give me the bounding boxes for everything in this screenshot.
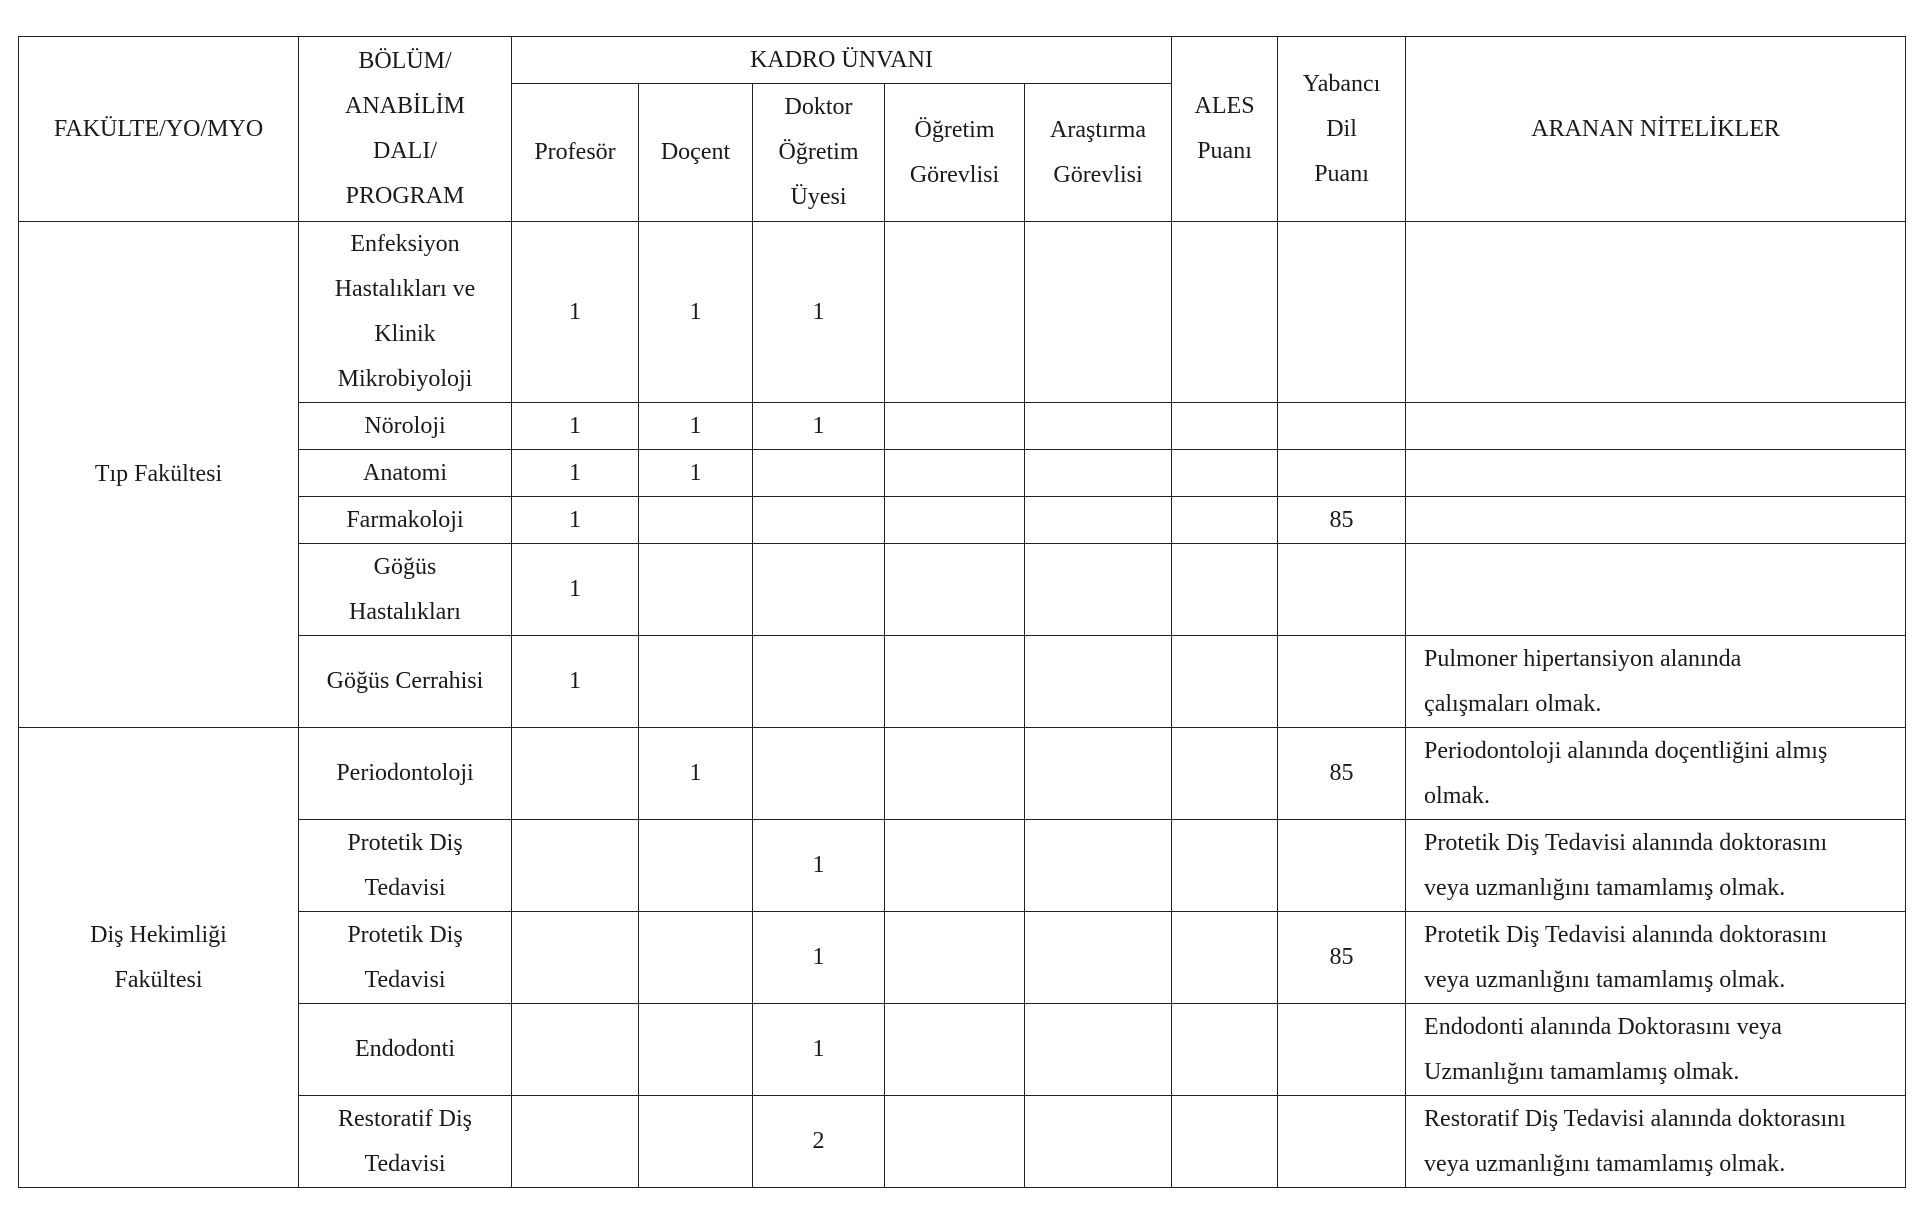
table-row	[19, 1004, 1906, 1096]
department-cell: Anatomi	[299, 450, 512, 497]
docent-cell: 1	[639, 222, 753, 403]
ales-cell	[1172, 544, 1278, 636]
requirements-cell	[1406, 497, 1906, 544]
profesor-cell: 1	[512, 403, 639, 450]
doktor-cell: 2	[753, 1096, 885, 1188]
ales-cell	[1172, 450, 1278, 497]
doktor-cell: 1	[753, 222, 885, 403]
doktor-cell	[753, 728, 885, 820]
header-fakulte: FAKÜLTE/YO/MYO	[19, 37, 299, 222]
ogretim-cell	[885, 636, 1025, 728]
table-row	[19, 820, 1906, 912]
profesor-cell: 1	[512, 497, 639, 544]
requirements-cell	[1406, 450, 1906, 497]
docent-cell	[639, 1096, 753, 1188]
yabanci-cell	[1278, 544, 1406, 636]
ales-cell	[1172, 403, 1278, 450]
requirements-cell: Restoratif Diş Tedavisi alanında doktorasını veya uzmanlığını tamamlamış olmak.	[1406, 1096, 1906, 1188]
ogretim-cell	[885, 403, 1025, 450]
header-profesor: Profesör	[512, 84, 639, 222]
yabanci-cell	[1278, 636, 1406, 728]
arastirma-cell	[1025, 636, 1172, 728]
yabanci-cell: 85	[1278, 912, 1406, 1004]
yabanci-cell	[1278, 222, 1406, 403]
doktor-cell	[753, 544, 885, 636]
ogretim-cell	[885, 728, 1025, 820]
ales-cell	[1172, 1096, 1278, 1188]
docent-cell: 1	[639, 728, 753, 820]
doktor-cell	[753, 497, 885, 544]
docent-cell	[639, 1004, 753, 1096]
table-row	[19, 636, 1906, 728]
table-row	[19, 222, 1906, 403]
requirements-cell: Protetik Diş Tedavisi alanında doktorasını veya uzmanlığını tamamlamış olmak.	[1406, 820, 1906, 912]
profesor-cell	[512, 820, 639, 912]
yabanci-cell: 85	[1278, 497, 1406, 544]
yabanci-cell	[1278, 1004, 1406, 1096]
doktor-cell: 1	[753, 912, 885, 1004]
requirements-cell	[1406, 222, 1906, 403]
header-row-1	[19, 37, 1906, 84]
ales-cell	[1172, 636, 1278, 728]
doktor-cell	[753, 636, 885, 728]
header-arastirma-gorevlisi: Araştırma Görevlisi	[1025, 84, 1172, 222]
docent-cell: 1	[639, 403, 753, 450]
profesor-cell: 1	[512, 450, 639, 497]
yabanci-cell: 85	[1278, 728, 1406, 820]
ogretim-cell	[885, 912, 1025, 1004]
header-yabanci-dil: Yabancı Dil Puanı	[1278, 37, 1406, 222]
department-cell: Enfeksiyon Hastalıkları ve Klinik Mikrobiyoloji	[299, 222, 512, 403]
docent-cell	[639, 544, 753, 636]
yabanci-cell	[1278, 450, 1406, 497]
department-cell: Nöroloji	[299, 403, 512, 450]
doktor-cell: 1	[753, 403, 885, 450]
docent-cell	[639, 497, 753, 544]
arastirma-cell	[1025, 1096, 1172, 1188]
department-cell: Protetik Diş Tedavisi	[299, 912, 512, 1004]
profesor-cell	[512, 1096, 639, 1188]
arastirma-cell	[1025, 222, 1172, 403]
table-row	[19, 912, 1906, 1004]
table-row	[19, 403, 1906, 450]
doktor-cell: 1	[753, 820, 885, 912]
requirements-cell: Pulmoner hipertansiyon alanında çalışmaları olmak.	[1406, 636, 1906, 728]
docent-cell: 1	[639, 450, 753, 497]
requirements-cell: Protetik Diş Tedavisi alanında doktorasını veya uzmanlığını tamamlamış olmak.	[1406, 912, 1906, 1004]
yabanci-cell	[1278, 820, 1406, 912]
requirements-cell	[1406, 544, 1906, 636]
profesor-cell	[512, 1004, 639, 1096]
department-cell: Farmakoloji	[299, 497, 512, 544]
table-row	[19, 1096, 1906, 1188]
ales-cell	[1172, 728, 1278, 820]
ogretim-cell	[885, 1096, 1025, 1188]
faculty-name: Diş Hekimliği Fakültesi	[19, 728, 299, 1188]
arastirma-cell	[1025, 544, 1172, 636]
header-ales: ALES Puanı	[1172, 37, 1278, 222]
department-cell: Göğüs Hastalıkları	[299, 544, 512, 636]
ogretim-cell	[885, 497, 1025, 544]
arastirma-cell	[1025, 450, 1172, 497]
department-cell: Göğüs Cerrahisi	[299, 636, 512, 728]
header-aranan-nitelikler: ARANAN NİTELİKLER	[1406, 37, 1906, 222]
profesor-cell: 1	[512, 636, 639, 728]
table-row	[19, 544, 1906, 636]
header-bolum: BÖLÜM/ ANABİLİM DALI/ PROGRAM	[299, 37, 512, 222]
header-kadro-unvani: KADRO ÜNVANI	[512, 37, 1172, 84]
ogretim-cell	[885, 544, 1025, 636]
requirements-cell	[1406, 403, 1906, 450]
arastirma-cell	[1025, 403, 1172, 450]
arastirma-cell	[1025, 728, 1172, 820]
ogretim-cell	[885, 450, 1025, 497]
profesor-cell	[512, 912, 639, 1004]
arastirma-cell	[1025, 497, 1172, 544]
ales-cell	[1172, 222, 1278, 403]
yabanci-cell	[1278, 403, 1406, 450]
profesor-cell	[512, 728, 639, 820]
requirements-cell: Periodontoloji alanında doçentliğini almış olmak.	[1406, 728, 1906, 820]
table-row	[19, 450, 1906, 497]
arastirma-cell	[1025, 820, 1172, 912]
profesor-cell: 1	[512, 544, 639, 636]
department-cell: Protetik Diş Tedavisi	[299, 820, 512, 912]
docent-cell	[639, 820, 753, 912]
table-row	[19, 497, 1906, 544]
ales-cell	[1172, 912, 1278, 1004]
ogretim-cell	[885, 222, 1025, 403]
faculty-name: Tıp Fakültesi	[19, 222, 299, 728]
department-cell: Periodontoloji	[299, 728, 512, 820]
ales-cell	[1172, 497, 1278, 544]
yabanci-cell	[1278, 1096, 1406, 1188]
docent-cell	[639, 636, 753, 728]
header-ogretim-gorevlisi: Öğretim Görevlisi	[885, 84, 1025, 222]
profesor-cell: 1	[512, 222, 639, 403]
header-doktor-ogretim-uyesi: Doktor Öğretim Üyesi	[753, 84, 885, 222]
ogretim-cell	[885, 1004, 1025, 1096]
requirements-cell: Endodonti alanında Doktorasını veya Uzmanlığını tamamlamış olmak.	[1406, 1004, 1906, 1096]
staff-positions-table	[18, 36, 1906, 1188]
table-row	[19, 728, 1906, 820]
department-cell: Endodonti	[299, 1004, 512, 1096]
header-docent: Doçent	[639, 84, 753, 222]
arastirma-cell	[1025, 912, 1172, 1004]
doktor-cell	[753, 450, 885, 497]
docent-cell	[639, 912, 753, 1004]
doktor-cell: 1	[753, 1004, 885, 1096]
department-cell: Restoratif Diş Tedavisi	[299, 1096, 512, 1188]
arastirma-cell	[1025, 1004, 1172, 1096]
ales-cell	[1172, 1004, 1278, 1096]
ogretim-cell	[885, 820, 1025, 912]
ales-cell	[1172, 820, 1278, 912]
